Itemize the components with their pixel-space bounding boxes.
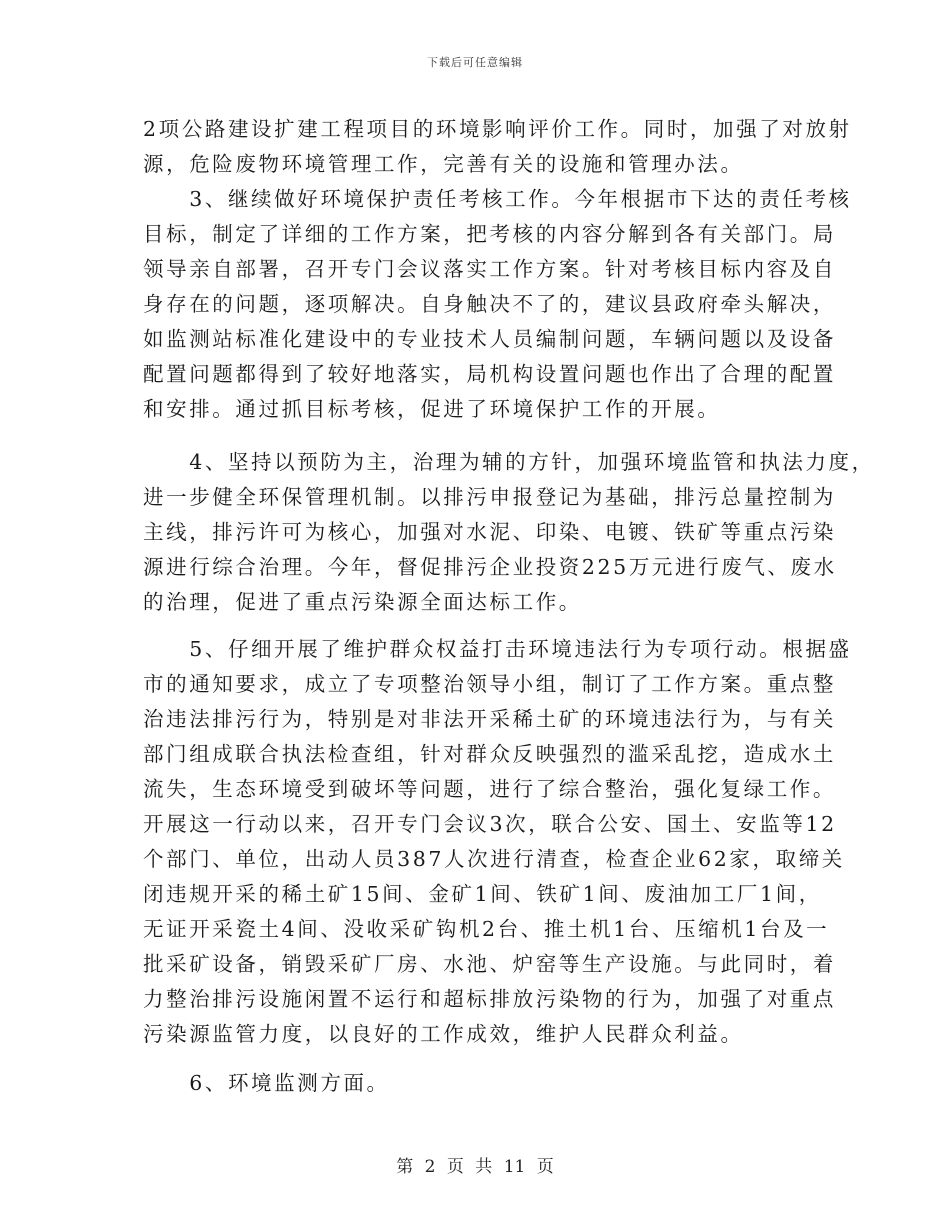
text-line: 主线，排污许可为核心，加强对水泥、印染、电镀、铁矿等重点污染 (143, 520, 836, 544)
text-line: 2项公路建设扩建工程项目的环境影响评价工作。同时，加强了对放射 (143, 117, 852, 141)
page-number-footer: 第 2 页 共 11 页 (396, 1157, 554, 1177)
text-line: 3、继续做好环境保护责任考核工作。今年根据市下达的责任考核 (143, 187, 852, 211)
text-line: 污染源监管力度，以良好的工作成效，维护人民群众利益。 (143, 1022, 744, 1046)
text-line: 源，危险废物环境管理工作，完善有关的设施和管理办法。 (143, 152, 744, 176)
text-line: 力整治排污设施闲置不运行和超标排放污染物的行为，加强了对重点 (143, 987, 836, 1011)
text-line: 部门组成联合执法检查组，针对群众反映强烈的滥采乱挖，造成水土 (143, 742, 836, 766)
text-line: 批采矿设备，销毁采矿厂房、水池、炉窑等生产设施。与此同时，着 (143, 952, 836, 976)
text-line: 进一步健全环保管理机制。以排污申报登记为基础，排污总量控制为 (143, 485, 836, 509)
text-line: 市的通知要求，成立了专项整治领导小组，制订了工作方案。重点整 (143, 672, 836, 696)
text-line: 的治理，促进了重点污染源全面达标工作。 (143, 590, 582, 614)
text-line: 个部门、单位，出动人员387人次进行清查，检查企业62家，取缔关 (143, 847, 845, 871)
text-line: 开展这一行动以来，召开专门会议3次，联合公安、国土、安监等12 (143, 812, 837, 836)
text-line: 5、仔细开展了维护群众权益打击环境违法行为专项行动。根据盛 (143, 637, 852, 661)
text-line: 6、环境监测方面。 (143, 1071, 390, 1095)
text-line: 如监测站标准化建设中的专业技术人员编制问题，车辆问题以及设备 (143, 327, 836, 351)
text-line: 配置问题都得到了较好地落实，局机构设置问题也作出了合理的配置 (143, 362, 836, 386)
text-line: 领导亲自部署，召开专门会议落实工作方案。针对考核目标内容及自 (143, 257, 836, 281)
page-header: 下载后可任意编辑 (427, 56, 523, 69)
text-line: 治违法排污行为，特别是对非法开采稀土矿的环境违法行为，与有关 (143, 707, 836, 731)
text-line: 4、坚持以预防为主，治理为辅的方针，加强环境监管和执法力度， (143, 450, 875, 474)
text-line: 源进行综合治理。今年，督促排污企业投资225万元进行废气、废水 (143, 555, 837, 579)
text-line: 闭违规开采的稀土矿15间、金矿1间、铁矿1间、废油加工厂1间， (143, 882, 822, 906)
text-line: 身存在的问题，逐项解决。自身触决不了的，建议县政府牵头解决， (143, 292, 836, 316)
text-line: 无证开采瓷土4间、没收采矿钩机2台、推土机1台、压缩机1台及一 (143, 917, 830, 941)
text-line: 目标，制定了详细的工作方案，把考核的内容分解到各有关部门。局 (143, 222, 836, 246)
text-line: 流失，生态环境受到破坏等问题，进行了综合整治，强化复绿工作。 (143, 777, 836, 801)
text-line: 和安排。通过抓目标考核，促进了环境保护工作的开展。 (143, 397, 721, 421)
